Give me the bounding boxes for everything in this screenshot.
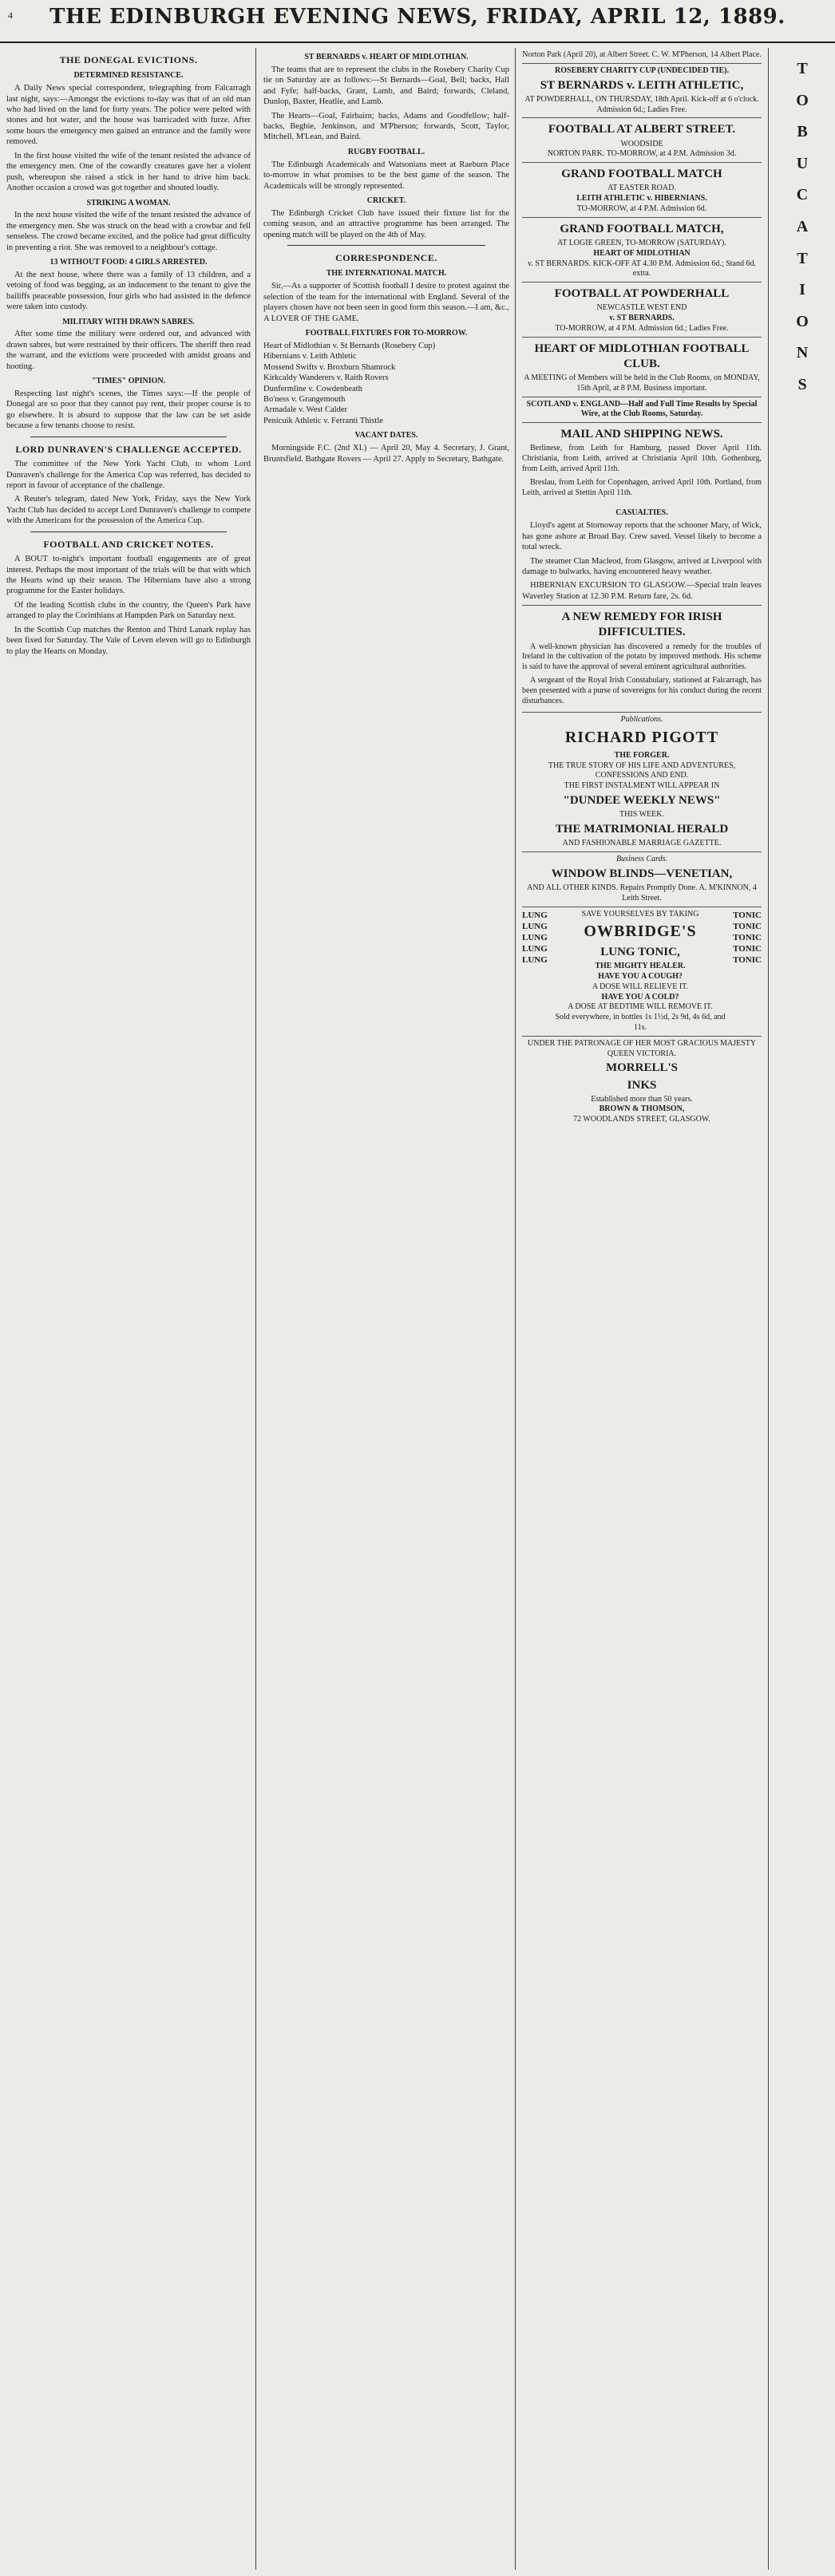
ad-albert-street: [522, 117, 762, 162]
article-paragraph: A Reuter's telegram, dated New York, Friday, says the New York Yacht Club has decided to accept Lord Dunraven's challenge to compete with the Americans for the possession of the America Cup.: [6, 495, 251, 526]
article-paragraph: Lloyd's agent at Stornoway reports that the schooner Mary, of Wick, has gone ashore at Broad Bay. Crew saved. Vessel likely to become a total wreck.: [522, 521, 762, 552]
ad-tonic: TONIC: [733, 954, 762, 965]
article-paragraph: In the next house visited the wife of the tenant resisted the advance of the emergency men. She was struck on the head with a crowbar and fell senseless. The crowd became excited, and the police had great difficulty in preventing a riot. She was removed to a neighbour's cottage.: [6, 211, 251, 252]
fixture-line: Armadale v. West Calder: [263, 405, 347, 415]
ad-title: WINDOW BLINDS—VENETIAN,: [551, 867, 733, 880]
strip-letter: T: [797, 249, 808, 267]
fixture-line: Heart of Midlothian v. St Bernards (Rosebery Cup): [263, 341, 436, 350]
fixture-line: Kirkcaldy Wanderers v. Raith Rovers: [263, 373, 389, 383]
strip-letter: C: [796, 186, 809, 204]
article-paragraph: The Edinburgh Academicals and Watsonians meet at Raeburn Place to-morrow in what promises to be the best game of the season. The Academicals will be strongly represented.: [263, 160, 509, 191]
strip-letter: O: [796, 312, 809, 330]
strip-letter: I: [799, 281, 805, 299]
ad-grand-match: [522, 162, 762, 217]
ad-sub: AT EASTER ROAD.: [607, 184, 676, 193]
article-paragraph: Berlinese, from Leith for Hamburg, passed Dover April 11th. Christiania, from Leith, arrived at Christiania April 10th. Gothenburg, from Leith, arrived April 11th.: [522, 444, 762, 474]
article-striking-woman: [6, 199, 251, 254]
article-subheading: THE INTERNATIONAL MATCH.: [326, 269, 447, 279]
strip-letter: S: [797, 375, 807, 393]
ad-product: LUNG TONIC,: [600, 945, 680, 958]
article-new-remedy: [522, 605, 762, 712]
divider: [30, 531, 227, 532]
ad-body: A DOSE WILL RELIEVE IT.: [592, 982, 689, 991]
article-military-sabres: [6, 318, 251, 373]
ad-tagline: THE MIGHTY HEALER.: [595, 962, 686, 971]
strip-letter: N: [796, 344, 809, 362]
article-girls-arrested: [6, 258, 251, 313]
newspaper-title: THE EDINBURGH EVENING NEWS, FRIDAY, APRIL 12, 1889.: [49, 5, 786, 29]
article-heading: CASUALTIES.: [615, 508, 668, 518]
ad-body: AND FASHIONABLE MARRIAGE GAZETTE.: [562, 839, 722, 848]
strip-letter: O: [796, 91, 809, 109]
article-heading: VACANT DATES.: [354, 431, 418, 441]
section-heading: Business Cards.: [615, 854, 668, 863]
article-paragraph: The Edinburgh Cricket Club have issued their fixture list for the coming season, and an attractive programme has been arranged. The opening match will be played on the 4th of May.: [263, 208, 509, 239]
article-casualties: [522, 508, 762, 602]
ad-body: AT POWDERHALL, ON THURSDAY, 18th April. Kick-off at 6 o'clock. Admission 6d.; Ladies Free.: [524, 94, 759, 114]
section-heading: Publications.: [620, 715, 663, 725]
article-paragraph: Morningside F.C. (2nd XI.) — April 20, May 4. Secretary, J. Grant, Bruntsfield. Bathgate Rovers — April 27. Apply to Secretary, Bathgate.: [263, 444, 509, 464]
ad-owbridge-lung-tonic: [522, 907, 762, 1036]
ad-title: ST BERNARDS v. LEITH ATHLETIC,: [540, 78, 744, 92]
article-paragraph: Of the leading Scottish clubs in the country, the Queen's Park have arranged to play the Corinthians at Hampden Park on Saturday next.: [6, 600, 251, 621]
ad-title: v. ST BERNARDS.: [609, 314, 675, 323]
ad-heading: GRAND FOOTBALL MATCH: [561, 168, 722, 181]
ad-tonic: TONIC: [733, 943, 762, 954]
article-paragraph: A BOUT to-night's important football engagements are of great interest. Perhaps the most important of the trials will be that with which the Hearts wind up their season. The Hibernians have also a strong programme for the Easter holidays.: [6, 555, 251, 596]
ad-lung: LUNG: [522, 954, 548, 965]
ad-body: TO-MORROW, at 4 P.M. Admission 6d.: [576, 203, 707, 213]
article-paragraph: Respecting last night's scenes, the Times says:—If the people of Donegal are so poor that they cannot pay rent, their proper course is to go elsewhere. It is absurd to suppose that the law can be set aside because a few tenants choose to resist.: [6, 389, 251, 431]
ad-sub: NEWCASTLE WEST END: [596, 303, 687, 313]
article-correspondence: [263, 252, 509, 324]
ad-body: AND ALL OTHER KINDS. Repairs Promptly Done. A. M'KINNON, 4 Leith Street.: [527, 883, 757, 903]
ad-heading: ROSEBERY CHARITY CUP (UNDECIDED TIE).: [555, 65, 729, 75]
ad-title: OWBRIDGE'S: [584, 923, 697, 941]
fixture-line: Hibernians v. Leith Athletic: [263, 352, 357, 362]
column-rule: [515, 48, 516, 2570]
article-paragraph: The steamer Clan Macleod, from Glasgow, arrived at Liverpool with damage to bulwarks, having encountered heavy weather.: [522, 556, 762, 576]
ad-body: Sold everywhere, in bottles 1s 1½d, 2s 9d, 4s 6d, and 11s.: [555, 1013, 726, 1032]
ad-body: TO-MORROW, at 4 P.M. Admission 6d.; Ladies Free.: [555, 323, 729, 333]
ad-body: SAVE YOURSELVES BY TAKING: [581, 909, 699, 919]
column-4-strip: [774, 48, 830, 2570]
ad-tonic: TONIC: [733, 921, 762, 931]
ad-heading: GRAND FOOTBALL MATCH,: [560, 222, 724, 235]
ad-publications: [522, 712, 762, 851]
ad-body: A DOSE AT BEDTIME WILL REMOVE IT.: [568, 1002, 713, 1012]
column-3: [522, 48, 762, 2570]
ad-makers: BROWN & THOMSON,: [599, 1104, 685, 1114]
masthead: [0, 0, 835, 43]
ad-text: Norton Park (April 20), at Albert Street. C. W. M'Pherson, 14 Albert Place.: [522, 50, 762, 59]
article-heading: MAIL AND SHIPPING NEWS.: [560, 428, 723, 441]
ad-body: HAVE YOU A COUGH?: [598, 971, 683, 981]
ad-title: RICHARD PIGOTT: [564, 729, 719, 747]
ad-herald: THE MATRIMONIAL HERALD: [555, 823, 729, 836]
ad-logie-green: [522, 217, 762, 282]
ad-heading: FOOTBALL AT POWDERHALL: [554, 287, 730, 301]
fixture-line: Bo'ness v. Grangemouth: [263, 394, 346, 404]
ad-sub: WOODSIDE: [620, 139, 663, 148]
ad-body: Established more than 50 years.: [591, 1094, 693, 1104]
article-paragraph: A well-known physician has discovered a remedy for the troubles of Ireland in the cultivation of the potato by improved methods. His scheme is said to have the approval of several eminent agricultural authorities.: [522, 642, 762, 672]
article-st-bernards-hearts: [263, 53, 509, 143]
article-donegal-evictions: [6, 54, 251, 194]
ad-body: HAVE YOU A COLD?: [601, 992, 679, 1002]
article-paragraph: At the next house, where there was a family of 13 children, and a vetoing of food was begging, as an inducement to the tenant to give the bailiffs peaceable possession, four girls who had assisted in the defence were taken into custody.: [6, 270, 251, 312]
article-paragraph: Sir,—As a supporter of Scottish football I desire to protest against the selection of the team for the international with England. Several of the players chosen have not been seen in good form this season.—I am, &c., A LOVER OF THE GAME.: [263, 282, 509, 323]
ad-lung: LUNG: [522, 932, 548, 942]
article-times-opinion: [6, 377, 251, 432]
ad-powderhall: [522, 282, 762, 337]
ad-tonic: TONIC: [733, 910, 762, 920]
article-fixtures: [263, 329, 509, 426]
article-heading: 13 WITHOUT FOOD: 4 GIRLS ARRESTED.: [49, 258, 208, 267]
article-paragraph: Breslau, from Leith for Copenhagen, arrived April 10th. Portland, from Leith, arrived at Stettin April 11th.: [522, 477, 762, 497]
fixture-line: Mossend Swifts v. Broxburn Shamrock: [263, 362, 396, 372]
strip-letter: B: [797, 123, 808, 141]
article-dunraven-challenge: [6, 444, 251, 527]
ad-body: THIS WEEK.: [619, 810, 664, 820]
ad-notice: [522, 48, 762, 63]
article-paragraph: The teams that are to represent the clubs in the Rosebery Charity Cup tie on Saturday are as follows:—St Bernards—Goal, Bell; backs, Hall and Fyfe; half-backs, Grant, Lamb, and Baird; forwards, Cleland, Dunlop, Baxter, Heatlie, and Lamb.: [263, 65, 509, 107]
strip-letter: A: [796, 217, 809, 235]
ad-sub: AT LOGIE GREEN, TO-MORROW (SATURDAY).: [557, 238, 726, 247]
ad-body: A MEETING of Members will be held in the Club Rooms, on MONDAY, 15th April, at 8 P.M. Business important.: [524, 373, 760, 393]
ad-title: MORRELL'S: [605, 1061, 678, 1075]
fixture-line: Penicuik Athletic v. Ferranti Thistle: [263, 416, 383, 425]
ad-lung: LUNG: [522, 921, 548, 931]
article-paragraph: In the first house visited the wife of the tenant resisted the advance of the emergency men. One of the cowardly creatures gave her a violent push, whereupon she raised a stick in her hand to drive him back. Another occasion a crowd was got together and shouted loudly.: [6, 151, 251, 193]
article-heading: MILITARY WITH DRAWN SABRES.: [62, 317, 195, 326]
ad-business-cards: [522, 851, 762, 907]
ad-title: HEART OF MIDLOTHIAN: [593, 248, 691, 258]
ad-hearts-meeting: [522, 337, 762, 397]
article-heading: STRIKING A WOMAN.: [86, 198, 171, 207]
ad-address: 72 WOODLANDS STREET, GLASGOW.: [573, 1115, 710, 1124]
article-rugby: [263, 148, 509, 192]
article-paragraph: A sergeant of the Royal Irish Constabulary, stationed at Falcarragh, has been presented with a purse of sovereigns for his conduct during the recent disturbances.: [522, 676, 762, 705]
article-heading: THE DONEGAL EVICTIONS.: [59, 54, 198, 65]
ad-body: THE FIRST INSTALMENT WILL APPEAR IN: [564, 781, 720, 791]
page-number: 4: [8, 10, 13, 21]
ad-heading: FOOTBALL AT ALBERT STREET.: [548, 123, 736, 136]
article-subheading: DETERMINED RESISTANCE.: [73, 71, 184, 81]
article-heading: "TIMES" OPINION.: [91, 377, 166, 386]
article-vacant-dates: [263, 431, 509, 464]
ad-body: UNDER THE PATRONAGE OF HER MOST GRACIOUS MAJESTY QUEEN VICTORIA.: [527, 1038, 757, 1058]
article-heading: LORD DUNRAVEN'S CHALLENGE ACCEPTED.: [15, 443, 242, 455]
article-heading: CORRESPONDENCE.: [335, 252, 437, 264]
ad-title: LEITH ATHLETIC v. HIBERNIANS.: [576, 194, 707, 203]
article-paragraph: HIBERNIAN EXCURSION TO GLASGOW.—Special train leaves Waverley Station at 12.30 P.M. Return fare, 2s. 6d.: [522, 581, 762, 601]
column-2: [263, 48, 509, 2570]
fixture-line: Dunfermline v. Cowdenbeath: [263, 384, 362, 393]
article-paragraph: After some time the military were ordered out, and advanced with drawn sabres, but were restrained by their officers. The sheriff then read the warrant, and the evictions were proceeded with amidst groans and hooting.: [6, 330, 251, 371]
strip-letter: T: [797, 60, 808, 77]
ad-lung: LUNG: [522, 910, 548, 920]
article-paragraph: In the Scottish Cup matches the Renton and Third Lanark replay has been fixed for Saturday. The Vale of Leven eleven will go to Edinburgh to play the Hearts on Monday.: [6, 625, 251, 656]
column-1: [6, 48, 251, 2570]
ad-body: THE TRUE STORY OF HIS LIFE AND ADVENTURES, CONFESSIONS AND END.: [548, 761, 736, 780]
ad-heading: HEART OF MIDLOTHIAN FOOTBALL CLUB.: [534, 342, 750, 370]
column-rule: [768, 48, 769, 2570]
article-heading: CRICKET.: [366, 196, 406, 205]
article-heading: A NEW REMEDY FOR IRISH DIFFICULTIES.: [561, 610, 722, 639]
article-cricket: [263, 196, 509, 240]
ad-scotland-england: [522, 397, 762, 423]
article-heading: RUGBY FOOTBALL.: [347, 147, 425, 156]
ad-heading: SCOTLAND v. ENGLAND—Half and Full Time Results by Special Wire, at the Club Rooms, Saturday.: [526, 399, 758, 419]
divider: [287, 245, 485, 246]
ad-rosebery-cup: [522, 63, 762, 118]
strip-letter: U: [796, 154, 809, 172]
article-paragraph: The Hearts—Goal, Fairbairn; backs, Adams and Goodfellow; half-backs, Begbie, Jenkinson, and M'Pherson; forwards, Scott, Taylor, Mitchell, M'Lean, and Baird.: [263, 111, 509, 142]
article-heading: FOOTBALL AND CRICKET NOTES.: [43, 538, 214, 550]
ad-tonic: TONIC: [733, 932, 762, 942]
article-paragraph: A Daily News special correspondent, telegraphing from Falcarragh last night, says:—Amongst the evictions to-day was that of an old man who had lived on the land for forty years. The police were pelted with stones and hot water, and the house was barricaded with furze. After some hours the emergency men gained an entrance and the family were removed.: [6, 84, 251, 147]
ad-product: INKS: [627, 1078, 657, 1092]
article-paragraph: The committee of the New York Yacht Club, to whom Lord Dunraven's challenge for the America Cup was referred, has decided to report in favour of acceptance of the challenge.: [6, 460, 251, 490]
ad-paper: "DUNDEE WEEKLY NEWS": [563, 794, 721, 808]
ad-morrell-inks: [522, 1036, 762, 1128]
column-rule: [255, 48, 256, 2570]
ad-sub: THE FORGER.: [614, 750, 670, 760]
article-mail-shipping: [522, 422, 762, 504]
article-heading: FOOTBALL FIXTURES FOR TO-MORROW.: [305, 328, 468, 338]
ad-body: v. ST BERNARDS. KICK-OFF AT 4.30 P.M. Admission 6d.; Stand 6d. extra.: [528, 259, 756, 279]
article-football-cricket: [6, 539, 251, 657]
article-heading: ST BERNARDS v. HEART OF MIDLOTHIAN.: [304, 53, 469, 61]
ad-body: NORTON PARK. TO-MORROW, at 4 P.M. Admission 3d.: [547, 149, 737, 159]
ad-lung: LUNG: [522, 943, 548, 954]
